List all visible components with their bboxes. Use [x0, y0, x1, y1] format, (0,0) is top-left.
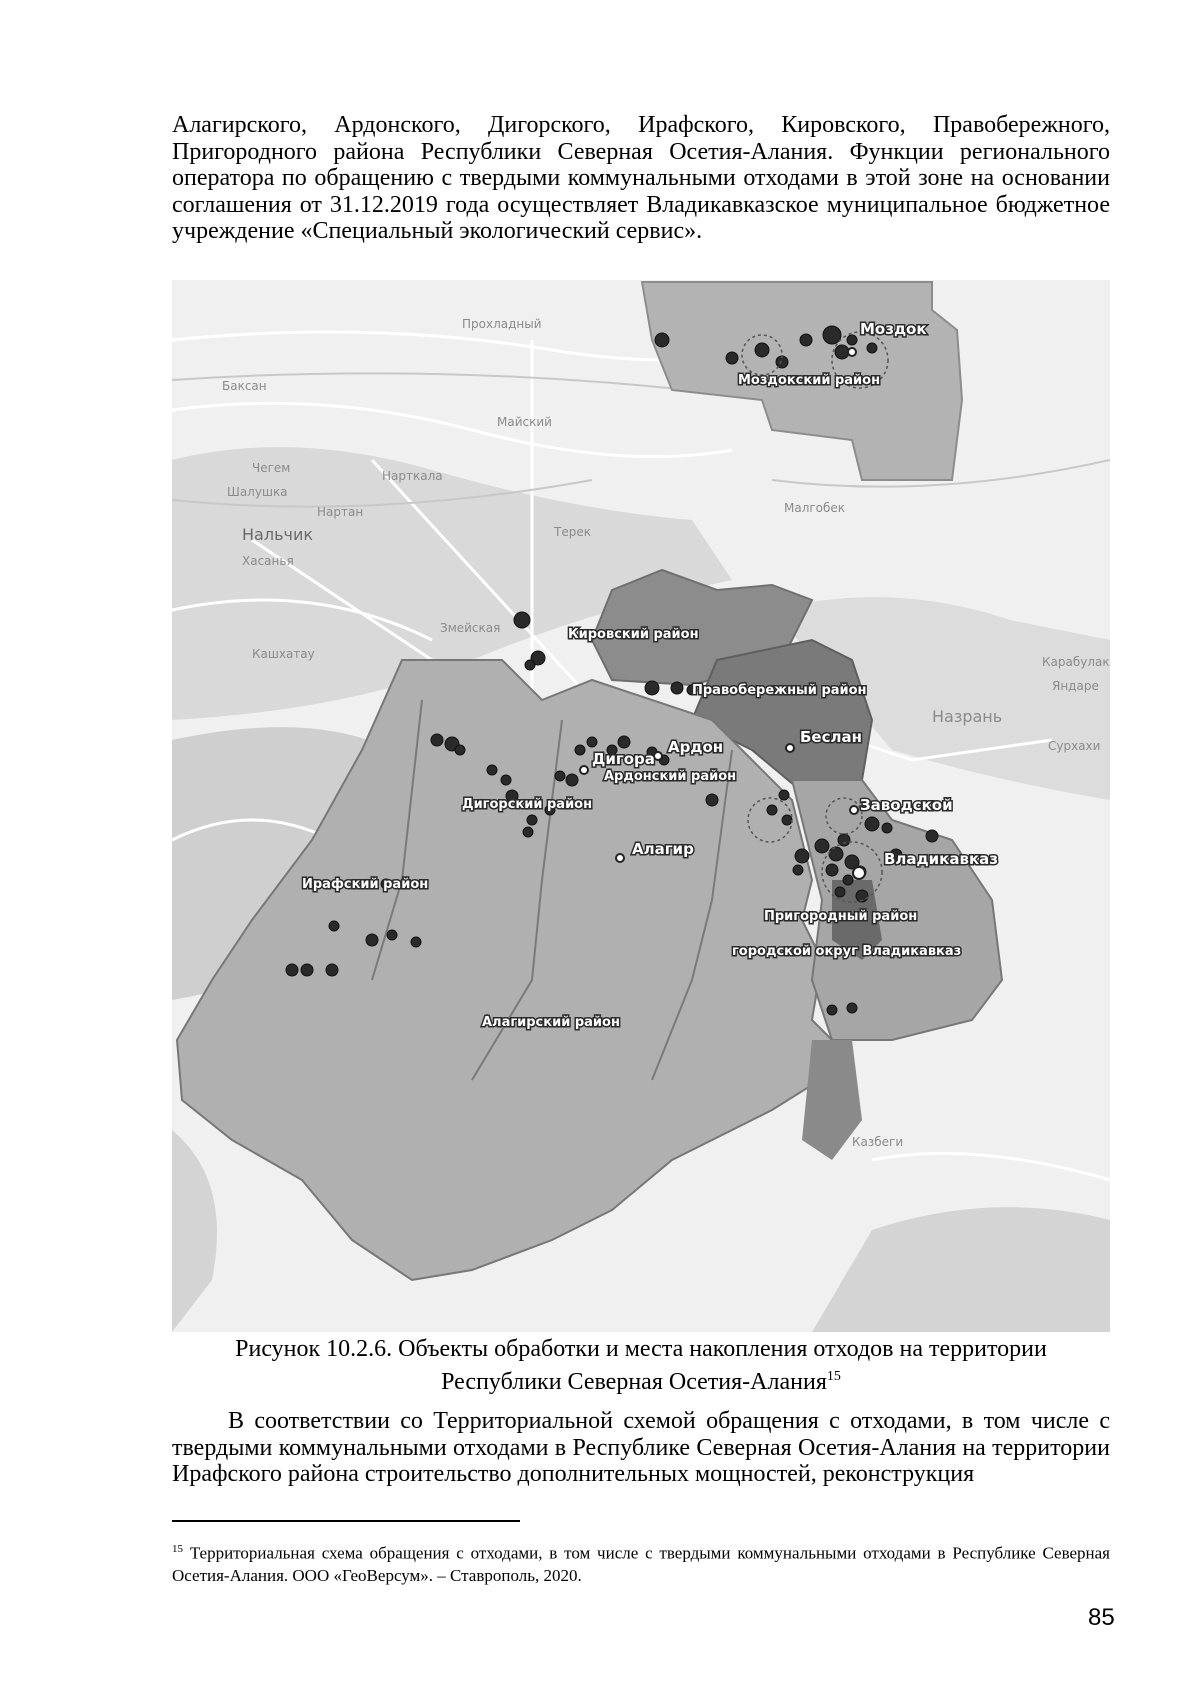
map-label-prokhladny: Прохладный [462, 317, 542, 331]
map-figure [172, 280, 1110, 1332]
body-paragraph-2: В соответствии со Территориальной схемой обращения с отходами, в том числе с твердыми коммунальными отходами в Республике Северная Осетия-Алания на территории Ирафского района строительство дополнительных мощностей, реконструкция [172, 1408, 1110, 1487]
map-label-surkhakhi: Сурхахи [1048, 739, 1101, 753]
footnote-divider [172, 1520, 520, 1522]
map-label-maysky: Майский [497, 415, 552, 429]
map-label-zmeyskaya: Змейская [440, 621, 501, 635]
map-label-alagirsky-district: Алагирский район [482, 1015, 620, 1030]
map-label-nazran: Назрань [932, 707, 1003, 726]
map-label-kirovsky-district: Кировский район [568, 627, 699, 642]
map-label-chegem: Чегем [252, 461, 291, 475]
footnote-number: 15 [172, 1543, 183, 1555]
map-label-mozdok: Моздок [860, 320, 927, 338]
map-label-malgobek: Малгобек [784, 501, 846, 515]
map-label-digorsky-district: Дигорский район [462, 797, 593, 812]
figure-caption [172, 1335, 1110, 1396]
map-label-nartkala: Нарткала [382, 469, 443, 483]
footnote-text: Территориальная схема обращения с отходами, в том числе с твердыми коммунальными отходами в Республике Северная Осетия-Алания. ООО «ГеоВерсум». – Ставрополь, 2020. [172, 1543, 1111, 1585]
map-label-irafsky-district: Ирафский район [302, 877, 429, 892]
map-label-shalushka: Шалушка [227, 485, 288, 499]
map-label-kashkhatau: Кашхатау [252, 647, 315, 661]
body-paragraph-1: Алагирского, Ардонского, Дигорского, Ирафского, Кировского, Правобережного, Пригородного района Республики Северная Осетия-Алания. Функции регионального оператора по обращению с твердыми коммунальными отходами в этой зоне на основании соглашения от 31.12.2019 года осуществляет Владикавказское муниципальное бюджетное учреждение «Специальный экологический сервис». [172, 112, 1110, 244]
map-label-vladikavkaz-okrug: городской округ Владикавказ [732, 944, 962, 959]
map-label-khasanya: Хасанья [242, 554, 294, 568]
caption-footnote-ref: 15 [826, 1369, 841, 1384]
map-label-vladikavkaz: Владикавказ [884, 850, 998, 868]
caption-line-1: Рисунок 10.2.6. Объекты обработки и места накопления отходов на территории [235, 1336, 1047, 1362]
map-label-ardonsky-district: Ардонский район [604, 769, 737, 784]
map-image [172, 280, 1110, 1332]
map-label-kazbegi: Казбеги [852, 1135, 904, 1149]
map-label-terek: Терек [554, 525, 591, 539]
map-label-alagir: Алагир [632, 840, 694, 858]
map-label-digora: Дигора [592, 750, 655, 768]
map-label-ardon: Ардон [668, 738, 724, 756]
map-label-zavodskoy: Заводской [860, 796, 953, 814]
map-label-prigorodny-district: Пригородный район [764, 909, 918, 924]
map-label-nartan: Нартан [317, 505, 364, 519]
map-label-yandare: Яндаре [1052, 679, 1099, 693]
page-number: 85 [1088, 1604, 1115, 1631]
map-label-karabulak: Карабулак [1042, 655, 1110, 669]
caption-line-2: Республики Северная Осетия-Алания [441, 1369, 827, 1395]
map-label-pravoberezhny-district: Правобережный район [692, 683, 867, 698]
map-label-mozdok-district: Моздокский район [738, 373, 881, 388]
map-label-nalchik: Нальчик [242, 525, 314, 544]
map-label-beslan: Беслан [800, 728, 862, 746]
map-label-baksan: Баксан [222, 379, 267, 393]
footnote [172, 1538, 1110, 1587]
